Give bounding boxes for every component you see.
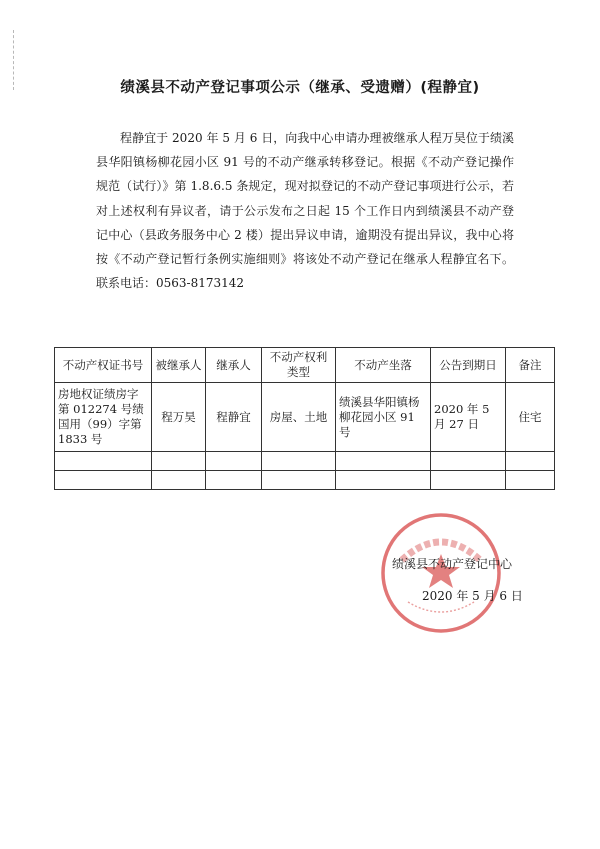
header-heir: 继承人 [206, 348, 262, 383]
cell-expiry-date: 2020 年 5 月 27 日 [431, 383, 506, 452]
header-location: 不动产坐落 [336, 348, 431, 383]
signature-date: 2020 年 5 月 6 日 [422, 589, 523, 603]
document-title: 绩溪县不动产登记事项公示（继承、受遗赠）(程静宜) [120, 80, 480, 96]
table-row [55, 383, 555, 452]
header-remarks: 备注 [506, 348, 555, 383]
table-row-empty [55, 452, 555, 471]
header-expiry-date: 公告到期日 [431, 348, 506, 383]
table-header-row [55, 348, 555, 383]
official-seal-stamp [378, 510, 504, 636]
header-right-type: 不动产权利类型 [262, 348, 336, 383]
cell-remarks: 住宅 [506, 383, 555, 452]
issuing-organization: 绩溪县不动产登记中心 [392, 557, 513, 571]
notice-paragraph-text: 程静宜于 2020 年 5 月 6 日，向我中心申请办理被继承人程万昊位于绩溪县华阳镇杨柳花园小区 91 号的不动产继承转移登记。根据《不动产登记操作规范（试行）》第 1.8.6.5 条规定，现对拟登记的不动产登记事项进行公示，若对上述权利有异议者，请于公示发布之日起 15 个工作日内到绩溪县不动产登记中心（县政务服务中心 2 楼）提出异议申请，逾期没有提出异议，我中心将按《不动产登记暂行条例实施细则》将该处不动产登记在继承人程静宜名下。联系电话：0563-8173142 [96, 131, 514, 291]
cell-heir: 程静宜 [206, 383, 262, 452]
cell-location: 绩溪县华阳镇杨柳花园小区 91 号 [336, 383, 431, 452]
header-decedent: 被继承人 [152, 348, 206, 383]
header-certificate-no: 不动产权证书号 [55, 348, 152, 383]
notice-paragraph [96, 126, 514, 295]
cell-decedent: 程万昊 [152, 383, 206, 452]
registry-table [54, 347, 555, 490]
cell-right-type: 房屋、土地 [262, 383, 336, 452]
cell-certificate-no: 房地权证绩房字第 012274 号绩国用（99）字第 1833 号 [55, 383, 152, 452]
table-row-empty [55, 471, 555, 490]
